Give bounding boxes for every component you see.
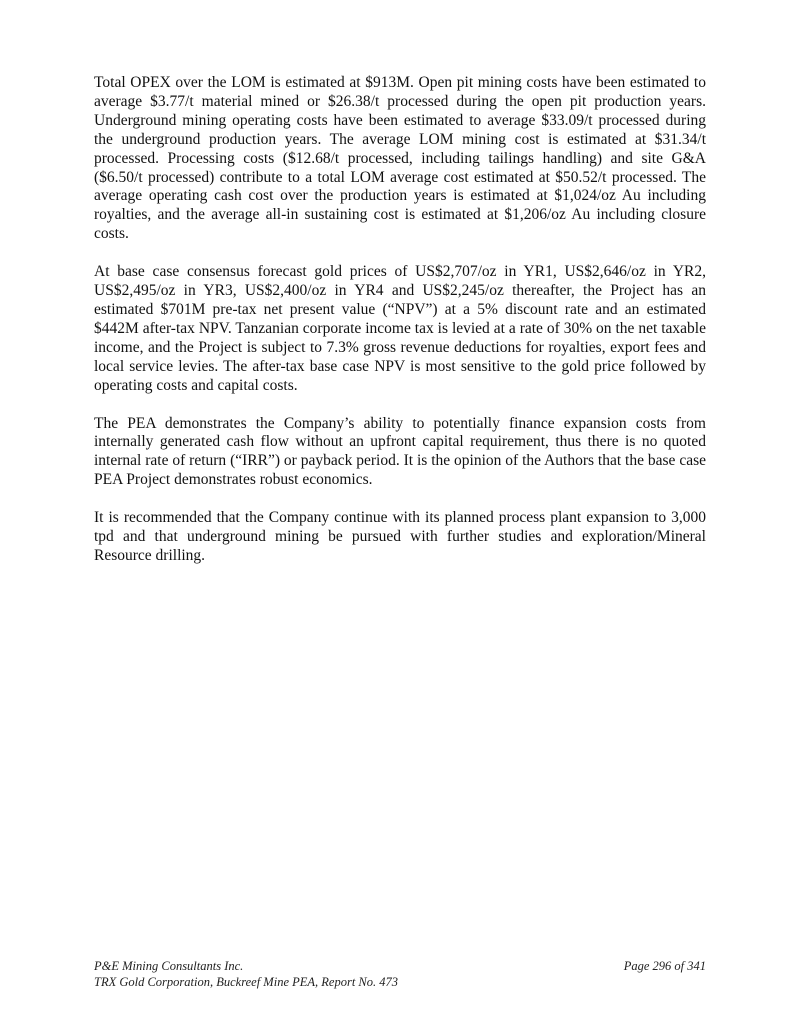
footer-page-number: Page 296 of 341 (623, 959, 706, 973)
paragraph-npv: At base case consensus forecast gold prices of US$2,707/oz in YR1, US$2,646/oz in YR2, US$2,495/oz in YR3, US$2,400/oz in YR4 and US$2,245/oz thereafter, the Project has an estimated $701M pre-tax net present value (“NPV”) at a 5% discount rate and an estimated $442M after-tax NPV. Tanzanian corporate income tax is levied at a rate of 30% on the net taxable income, and the Project is subject to 7.3% gross revenue deductions for royalties, export fees and local service levies. The after-tax base case NPV is most sensitive to the gold price followed by operating costs and capital costs. (94, 263, 706, 394)
page-footer (94, 958, 706, 990)
footer-row-top (94, 958, 706, 974)
paragraph-financing: The PEA demonstrates the Company’s ability to potentially finance expansion costs from internally generated cash flow without an upfront capital requirement, thus there is no quoted internal rate of return (“IRR”) or payback period. It is the opinion of the Authors that the base case PEA Project demonstrates robust economics. (94, 414, 706, 489)
footer-report: TRX Gold Corporation, Buckreef Mine PEA, Report No. 473 (94, 975, 399, 989)
paragraph-opex: Total OPEX over the LOM is estimated at $913M. Open pit mining costs have been estimated to average $3.77/t material mined or $26.38/t processed during the open pit production years. Underground mining operating costs have been estimated to average $33.09/t processed during the underground production years. The average LOM mining cost is estimated at $31.34/t processed. Processing costs ($12.68/t processed, including tailings handling) and site G&A ($6.50/t processed) contribute to a total LOM average cost estimated at $50.52/t processed. The average operating cash cost over the production years is estimated at $1,024/oz Au including royalties, and the average all-in sustaining cost is estimated at $1,206/oz Au including closure costs. (94, 74, 706, 243)
footer-company: P&E Mining Consultants Inc. (94, 959, 244, 973)
page-body (94, 74, 706, 585)
paragraph-recommendation: It is recommended that the Company continue with its planned process plant expansion to 3,000 tpd and that underground mining be pursued with further studies and exploration/Mineral Resource drilling. (94, 509, 706, 564)
